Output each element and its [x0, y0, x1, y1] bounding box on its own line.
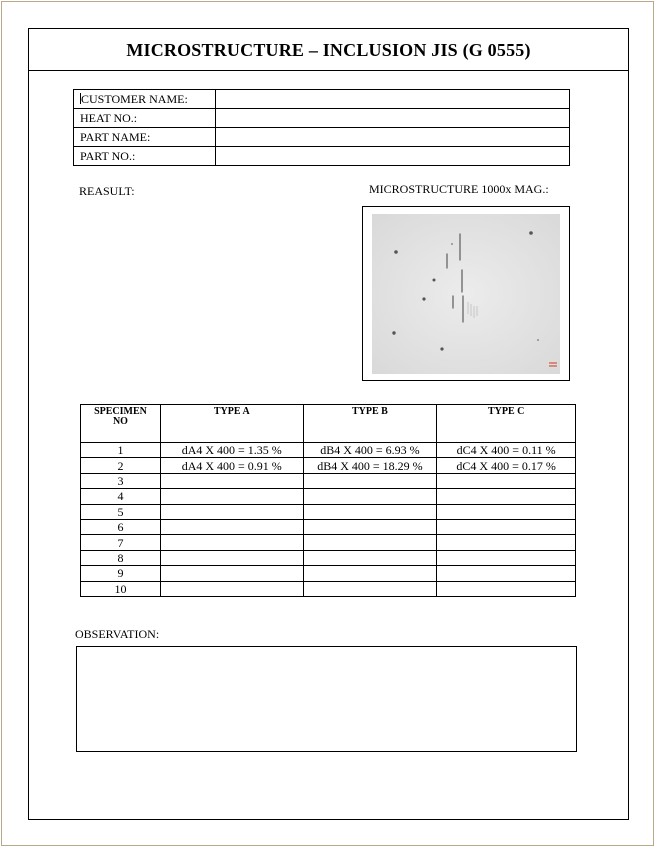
type-b-cell[interactable]: dB4 X 400 = 18.29 %	[303, 458, 437, 473]
title-divider	[28, 70, 629, 71]
type-a-cell[interactable]	[160, 473, 303, 488]
info-row-customer-name	[74, 90, 570, 109]
type-c-cell[interactable]	[437, 581, 576, 596]
specimen-no-cell: 10	[81, 581, 161, 596]
type-a-cell[interactable]	[160, 550, 303, 565]
header-type-b: TYPE B	[303, 405, 437, 443]
info-table	[73, 89, 570, 166]
table-row	[81, 504, 576, 519]
inclusion-results-table	[80, 404, 576, 597]
type-a-cell[interactable]	[160, 535, 303, 550]
specimen-no-cell: 9	[81, 566, 161, 581]
type-c-cell[interactable]: dC4 X 400 = 0.11 %	[437, 443, 576, 458]
info-row-part-name	[74, 128, 570, 147]
type-a-cell[interactable]	[160, 489, 303, 504]
specimen-no-cell: 2	[81, 458, 161, 473]
type-b-cell[interactable]	[303, 519, 437, 534]
specimen-no-cell: 7	[81, 535, 161, 550]
specimen-no-cell: 3	[81, 473, 161, 488]
info-row-part-no	[74, 147, 570, 166]
type-b-cell[interactable]	[303, 581, 437, 596]
specimen-no-cell: 5	[81, 504, 161, 519]
heat-no-field[interactable]	[216, 109, 570, 128]
type-b-cell[interactable]	[303, 535, 437, 550]
type-c-cell[interactable]	[437, 519, 576, 534]
microstructure-image	[372, 214, 560, 374]
part-no-label: PART NO.:	[74, 147, 216, 166]
type-b-cell[interactable]	[303, 550, 437, 565]
type-c-cell[interactable]	[437, 535, 576, 550]
heat-no-label: HEAT NO.:	[74, 109, 216, 128]
table-row	[81, 566, 576, 581]
table-row	[81, 473, 576, 488]
page-title: MICROSTRUCTURE – INCLUSION JIS (G 0555)	[126, 40, 531, 60]
header-type-a: TYPE A	[160, 405, 303, 443]
observation-field[interactable]	[76, 646, 577, 752]
type-a-cell[interactable]	[160, 581, 303, 596]
part-name-label: PART NAME:	[74, 128, 216, 147]
table-row	[81, 581, 576, 596]
table-row	[81, 550, 576, 565]
header-type-c: TYPE C	[437, 405, 576, 443]
type-a-cell[interactable]	[160, 566, 303, 581]
part-no-field[interactable]	[216, 147, 570, 166]
header-specimen-no: SPECIMEN NO	[81, 405, 161, 443]
table-row	[81, 458, 576, 473]
specimen-no-cell: 1	[81, 443, 161, 458]
specimen-no-cell: 8	[81, 550, 161, 565]
specimen-no-cell: 6	[81, 519, 161, 534]
table-row	[81, 443, 576, 458]
customer-name-field[interactable]	[216, 90, 570, 109]
table-row	[81, 489, 576, 504]
info-row-heat-no	[74, 109, 570, 128]
type-a-cell[interactable]	[160, 519, 303, 534]
observation-label: OBSERVATION:	[75, 627, 160, 641]
part-name-field[interactable]	[216, 128, 570, 147]
type-c-cell[interactable]	[437, 489, 576, 504]
type-c-cell[interactable]: dC4 X 400 = 0.17 %	[437, 458, 576, 473]
microstructure-label: MICROSTRUCTURE 1000x MAG.:	[369, 182, 549, 196]
type-b-cell[interactable]: dB4 X 400 = 6.93 %	[303, 443, 437, 458]
type-a-cell[interactable]	[160, 504, 303, 519]
table-header-row	[81, 405, 576, 443]
type-c-cell[interactable]	[437, 504, 576, 519]
type-c-cell[interactable]	[437, 473, 576, 488]
type-c-cell[interactable]	[437, 566, 576, 581]
type-b-cell[interactable]	[303, 566, 437, 581]
type-b-cell[interactable]	[303, 489, 437, 504]
result-label: REASULT:	[79, 184, 135, 198]
table-row	[81, 535, 576, 550]
customer-name-label: CUSTOMER NAME:	[74, 90, 216, 109]
table-row	[81, 519, 576, 534]
type-b-cell[interactable]	[303, 504, 437, 519]
specimen-no-cell: 4	[81, 489, 161, 504]
type-a-cell[interactable]: dA4 X 400 = 0.91 %	[160, 458, 303, 473]
type-c-cell[interactable]	[437, 550, 576, 565]
microstructure-image-frame	[362, 206, 570, 381]
type-b-cell[interactable]	[303, 473, 437, 488]
type-a-cell[interactable]: dA4 X 400 = 1.35 %	[160, 443, 303, 458]
